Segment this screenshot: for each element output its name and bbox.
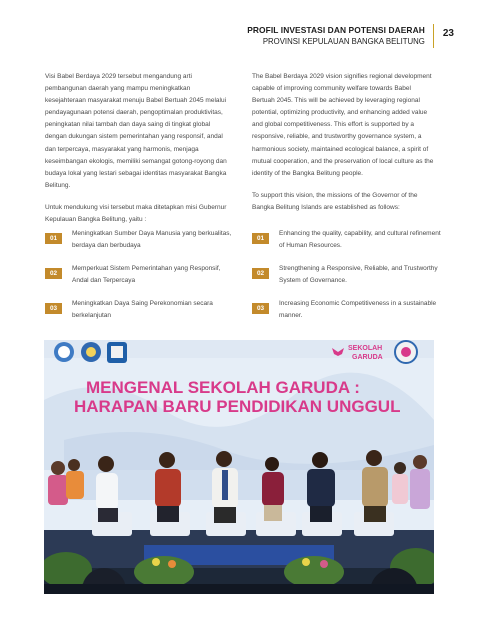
left-column — [45, 71, 227, 226]
mission-text: Strengthening a Responsive, Reliable, and Trustworthy System of Governance. — [279, 265, 438, 284]
left-paragraph-vision: Visi Babel Berdaya 2029 tersebut mengandung arti pembangunan daerah yang mampu meningkatkan kesejahteraan masyarakat menuju Babel Bertuah 2045 melalui pendayagunaan potensi daerah, pengoptimalan produktivitas, peningkatan nilai tambah dan daya saing di tingkat global dengan dukungan sistem pemerintahan yang responsif, andal dan terpercaya, masyarakat yang harmonis, menjaga keseimbangan ekologis, memiliki semangat gotong-royong dan budaya lokal yang lestari sebagai identitas masyarakat Bangka Belitung. — [45, 73, 227, 189]
mission-number-badge: 01 — [252, 233, 269, 244]
left-paragraph-mission-intro: Untuk mendukung visi tersebut maka ditetapkan misi Gubernur Kepulauan Bangka Belitung, yaitu : — [45, 203, 227, 224]
header-title: PROFIL INVESTASI DAN POTENSI DAERAH — [247, 25, 425, 35]
left-mission-list — [45, 228, 235, 333]
right-column — [252, 71, 434, 214]
header-subtitle: PROVINSI KEPULAUAN BANGKA BELITUNG — [262, 37, 425, 46]
banner-line2: HARAPAN BARU PENDIDIKAN UNGGUL — [74, 397, 401, 416]
logo-line1: SEKOLAH — [348, 345, 383, 352]
mission-number-badge: 03 — [252, 303, 269, 314]
mission-text: Increasing Economic Competitiveness in a sustainable manner. — [279, 300, 437, 319]
mission-item — [45, 263, 235, 298]
page-number: 23 — [442, 28, 454, 39]
mission-item — [45, 298, 235, 333]
mission-item — [252, 228, 442, 263]
logo-line2: GARUDA — [352, 354, 383, 361]
right-paragraph-vision: The Babel Berdaya 2029 vision signifies regional development capable of improving community welfare towards Babel Bertuah 2045. This will be achieved by leveraging regional potential, optimizing productivity, and enhancing added value and global competitiveness. This effort is supported by a responsive, reliable, and trustworthy governance system, a harmonious society, maintained ecological balance, a spirit of mutual cooperation, and the preservation of local culture as the identity of the Bangka Belitung people. — [252, 73, 434, 177]
header-text — [247, 24, 434, 48]
mission-number-badge: 03 — [45, 303, 62, 314]
mission-number-badge: 02 — [252, 268, 269, 279]
mission-number-badge: 01 — [45, 233, 62, 244]
mission-text: Meningkatkan Daya Saing Perekonomian secara berkelanjutan — [72, 300, 213, 319]
mission-number-badge: 02 — [45, 268, 62, 279]
mission-text: Enhancing the quality, capability, and cultural refinement of Human Resources. — [279, 230, 441, 249]
event-photo — [44, 340, 434, 594]
right-paragraph-mission-intro: To support this vision, the missions of the Governor of the Bangka Belitung Islands are established as follows: — [252, 191, 418, 211]
mission-text: Meningkatkan Sumber Daya Manusia yang berkualitas, berdaya dan berbudaya — [72, 230, 232, 249]
page-header — [247, 24, 454, 48]
banner-line1: MENGENAL SEKOLAH GARUDA : — [86, 378, 360, 397]
mission-item — [252, 263, 442, 298]
mission-item — [45, 228, 235, 263]
right-mission-list — [252, 228, 442, 333]
mission-text: Memperkuat Sistem Pemerintahan yang Responsif, Andal dan Terpercaya — [72, 265, 221, 284]
mission-item — [252, 298, 442, 333]
government-logos — [54, 342, 127, 363]
